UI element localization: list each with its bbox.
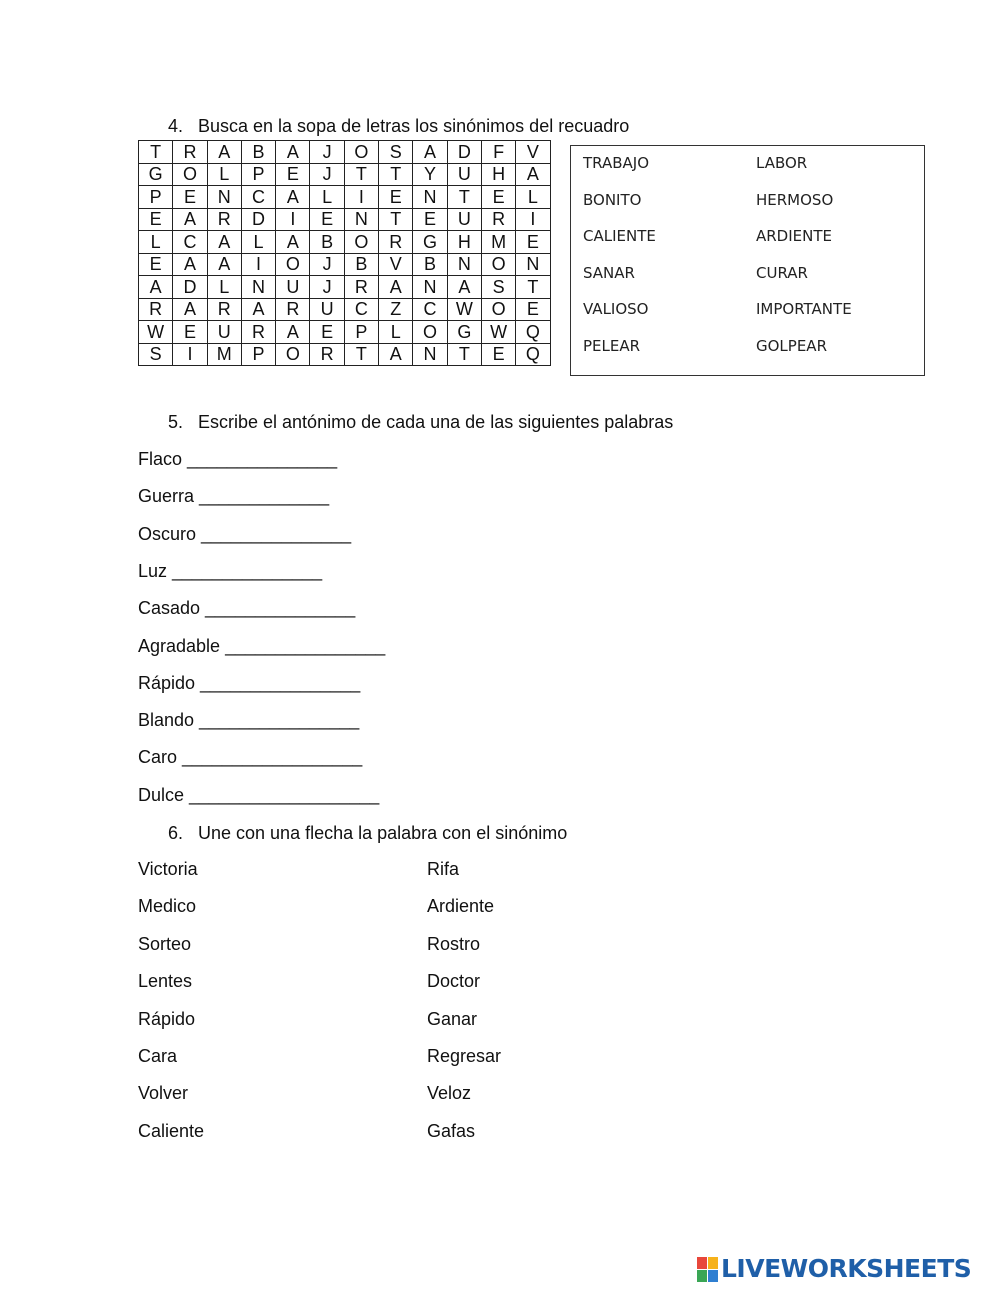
grid-cell: A <box>207 231 241 254</box>
match-right-word: Doctor <box>427 971 481 992</box>
grid-cell: O <box>276 253 310 276</box>
grid-cell: A <box>379 276 413 299</box>
question-5-text: Escribe el antónimo de cada una de las siguientes palabras <box>198 412 674 432</box>
antonym-item: Luz _______________ <box>138 560 323 581</box>
grid-cell: V <box>516 141 550 164</box>
grid-cell: R <box>207 298 241 321</box>
grid-cell: P <box>241 163 275 186</box>
grid-cell: E <box>139 253 173 276</box>
grid-cell: A <box>447 276 481 299</box>
grid-cell: E <box>276 163 310 186</box>
synonym-match: ARDIENTE <box>756 227 832 246</box>
grid-cell: B <box>413 253 447 276</box>
match-right-word: Rifa <box>427 859 460 879</box>
grid-cell: N <box>413 343 447 366</box>
grid-cell: R <box>139 298 173 321</box>
synonym-pair <box>583 227 913 247</box>
grid-cell: L <box>207 163 241 186</box>
synonym-pair <box>583 191 913 211</box>
grid-cell: G <box>139 163 173 186</box>
grid-cell: T <box>379 208 413 231</box>
grid-cell: A <box>173 298 207 321</box>
match-left-word: Cara <box>138 1046 178 1066</box>
synonym-match: HERMOSO <box>756 190 834 209</box>
antonym-item: Blando ________________ <box>138 710 360 731</box>
synonym-word: TRABAJO <box>583 154 650 172</box>
grid-cell: V <box>379 253 413 276</box>
synonym-word: VALIOSO <box>583 300 649 319</box>
match-left-word: Rápido <box>138 1008 196 1029</box>
grid-cell: R <box>379 231 413 254</box>
grid-cell: W <box>481 321 515 344</box>
grid-cell: A <box>173 208 207 231</box>
grid-cell: O <box>173 163 207 186</box>
grid-cell: Y <box>413 163 447 186</box>
antonym-item: Oscuro _______________ <box>138 523 352 544</box>
grid-cell: L <box>139 231 173 254</box>
match-right-word: Regresar <box>427 1046 502 1066</box>
synonym-word: PELEAR <box>583 337 641 355</box>
grid-cell: A <box>276 141 310 164</box>
grid-cell: L <box>516 186 550 209</box>
grid-cell: L <box>207 276 241 299</box>
grid-cell: U <box>276 276 310 299</box>
grid-cell: R <box>481 208 515 231</box>
match-left-word: Lentes <box>138 971 193 992</box>
grid-cell: C <box>241 186 275 209</box>
grid-cell: O <box>481 298 515 321</box>
grid-cell: H <box>481 163 515 186</box>
grid-cell: A <box>207 253 241 276</box>
grid-cell: R <box>344 276 378 299</box>
grid-cell: O <box>344 231 378 254</box>
grid-cell: J <box>310 276 344 299</box>
synonym-pair <box>583 337 913 357</box>
grid-cell: F <box>481 141 515 164</box>
antonym-item: Caro __________________ <box>138 747 363 768</box>
grid-cell: L <box>379 321 413 344</box>
question-4-number: 4. <box>168 116 184 136</box>
match-left-word: Medico <box>138 896 197 917</box>
grid-cell: A <box>276 321 310 344</box>
grid-cell: R <box>207 208 241 231</box>
grid-cell: N <box>516 253 550 276</box>
match-left-word: Victoria <box>138 859 198 879</box>
grid-cell: J <box>310 163 344 186</box>
question-5-number: 5. <box>168 412 184 432</box>
synonym-pair <box>583 264 913 284</box>
grid-cell: E <box>481 343 515 366</box>
synonym-word: BONITO <box>583 190 642 209</box>
grid-row <box>139 343 551 366</box>
grid-cell: B <box>310 231 344 254</box>
antonym-item: Rápido ________________ <box>138 672 361 693</box>
grid-row <box>139 253 551 276</box>
grid-cell: O <box>344 141 378 164</box>
grid-cell: R <box>276 298 310 321</box>
grid-cell: C <box>173 231 207 254</box>
grid-cell: E <box>310 321 344 344</box>
grid-cell: S <box>139 343 173 366</box>
grid-cell: T <box>447 186 481 209</box>
grid-cell: T <box>379 163 413 186</box>
grid-cell: B <box>241 141 275 164</box>
grid-cell: U <box>447 163 481 186</box>
grid-cell: Q <box>516 321 550 344</box>
grid-cell: R <box>310 343 344 366</box>
synonym-match: LABOR <box>756 154 808 172</box>
grid-cell: N <box>207 186 241 209</box>
grid-cell: E <box>516 231 550 254</box>
grid-cell: T <box>344 343 378 366</box>
grid-cell: T <box>344 163 378 186</box>
liveworksheets-logo <box>697 1254 992 1288</box>
grid-cell: E <box>173 186 207 209</box>
antonym-item: Casado _______________ <box>138 598 356 619</box>
grid-cell: N <box>447 253 481 276</box>
grid-cell: N <box>241 276 275 299</box>
grid-cell: U <box>207 321 241 344</box>
logo-text: LIVEWORKSHEETS <box>721 1254 972 1283</box>
grid-cell: C <box>344 298 378 321</box>
question-5-title <box>168 412 673 433</box>
grid-cell: G <box>413 231 447 254</box>
grid-cell: E <box>413 208 447 231</box>
grid-cell: C <box>413 298 447 321</box>
grid-cell: A <box>413 141 447 164</box>
match-right-word: Rostro <box>427 933 481 954</box>
grid-cell: I <box>276 208 310 231</box>
grid-cell: M <box>481 231 515 254</box>
grid-cell: E <box>173 321 207 344</box>
antonym-item: Dulce ___________________ <box>138 784 380 805</box>
grid-cell: E <box>310 208 344 231</box>
grid-cell: A <box>276 231 310 254</box>
grid-cell: P <box>241 343 275 366</box>
question-4-title <box>168 116 629 137</box>
match-right-word: Ganar <box>427 1008 478 1029</box>
grid-cell: S <box>481 276 515 299</box>
question-6-title <box>168 823 567 844</box>
grid-cell: O <box>481 253 515 276</box>
grid-cell: J <box>310 253 344 276</box>
grid-cell: L <box>241 231 275 254</box>
grid-cell: I <box>241 253 275 276</box>
grid-cell: I <box>344 186 378 209</box>
question-6-number: 6. <box>168 823 184 843</box>
match-right-word: Veloz <box>427 1083 472 1104</box>
grid-row <box>139 321 551 344</box>
grid-cell: T <box>516 276 550 299</box>
grid-cell: Q <box>516 343 550 366</box>
grid-cell: N <box>344 208 378 231</box>
grid-cell: L <box>310 186 344 209</box>
match-left-word: Caliente <box>138 1120 205 1141</box>
grid-cell: I <box>173 343 207 366</box>
grid-cell: I <box>516 208 550 231</box>
grid-cell: E <box>139 208 173 231</box>
grid-cell: G <box>447 321 481 344</box>
grid-cell: J <box>310 141 344 164</box>
antonym-item: Guerra _____________ <box>138 486 330 507</box>
logo-blocks-icon <box>697 1257 719 1283</box>
grid-cell: T <box>447 343 481 366</box>
grid-cell: N <box>413 186 447 209</box>
grid-row <box>139 163 551 186</box>
grid-cell: A <box>379 343 413 366</box>
question-6-text: Une con una flecha la palabra con el sinónimo <box>198 823 568 843</box>
grid-cell: P <box>139 186 173 209</box>
synonym-word: CALIENTE <box>583 227 656 246</box>
grid-cell: E <box>379 186 413 209</box>
grid-row <box>139 141 551 164</box>
grid-row <box>139 276 551 299</box>
grid-cell: S <box>379 141 413 164</box>
grid-cell: Z <box>379 298 413 321</box>
grid-cell: O <box>413 321 447 344</box>
grid-cell: E <box>481 186 515 209</box>
grid-cell: E <box>516 298 550 321</box>
synonym-pair <box>583 154 913 174</box>
question-4-text: Busca en la sopa de letras los sinónimos del recuadro <box>198 116 630 136</box>
grid-row <box>139 231 551 254</box>
grid-cell: D <box>173 276 207 299</box>
synonym-pair <box>583 300 913 320</box>
grid-cell: O <box>276 343 310 366</box>
grid-cell: D <box>241 208 275 231</box>
grid-cell: R <box>241 321 275 344</box>
antonym-item: Agradable ________________ <box>138 635 386 656</box>
grid-row <box>139 298 551 321</box>
grid-cell: U <box>447 208 481 231</box>
grid-cell: A <box>276 186 310 209</box>
synonym-match: CURAR <box>756 263 808 282</box>
match-right-word: Ardiente <box>427 896 495 917</box>
grid-cell: W <box>447 298 481 321</box>
grid-cell: P <box>344 321 378 344</box>
grid-cell: A <box>173 253 207 276</box>
antonym-item: Flaco _______________ <box>138 449 338 469</box>
grid-row <box>139 186 551 209</box>
grid-cell: D <box>447 141 481 164</box>
grid-cell: A <box>516 163 550 186</box>
match-left-word: Volver <box>138 1083 189 1104</box>
grid-cell: N <box>413 276 447 299</box>
match-left-word: Sorteo <box>138 933 192 954</box>
match-right-word: Gafas <box>427 1120 476 1141</box>
synonym-match: GOLPEAR <box>756 337 827 355</box>
grid-cell: T <box>139 141 173 164</box>
grid-cell: W <box>139 321 173 344</box>
grid-cell: B <box>344 253 378 276</box>
word-search-grid <box>138 140 551 366</box>
grid-cell: U <box>310 298 344 321</box>
grid-cell: R <box>173 141 207 164</box>
grid-cell: A <box>207 141 241 164</box>
grid-cell: A <box>241 298 275 321</box>
grid-row <box>139 208 551 231</box>
synonym-box <box>570 145 925 376</box>
grid-cell: M <box>207 343 241 366</box>
synonym-match: IMPORTANTE <box>756 300 852 319</box>
synonym-word: SANAR <box>583 263 635 282</box>
grid-cell: A <box>139 276 173 299</box>
grid-cell: H <box>447 231 481 254</box>
